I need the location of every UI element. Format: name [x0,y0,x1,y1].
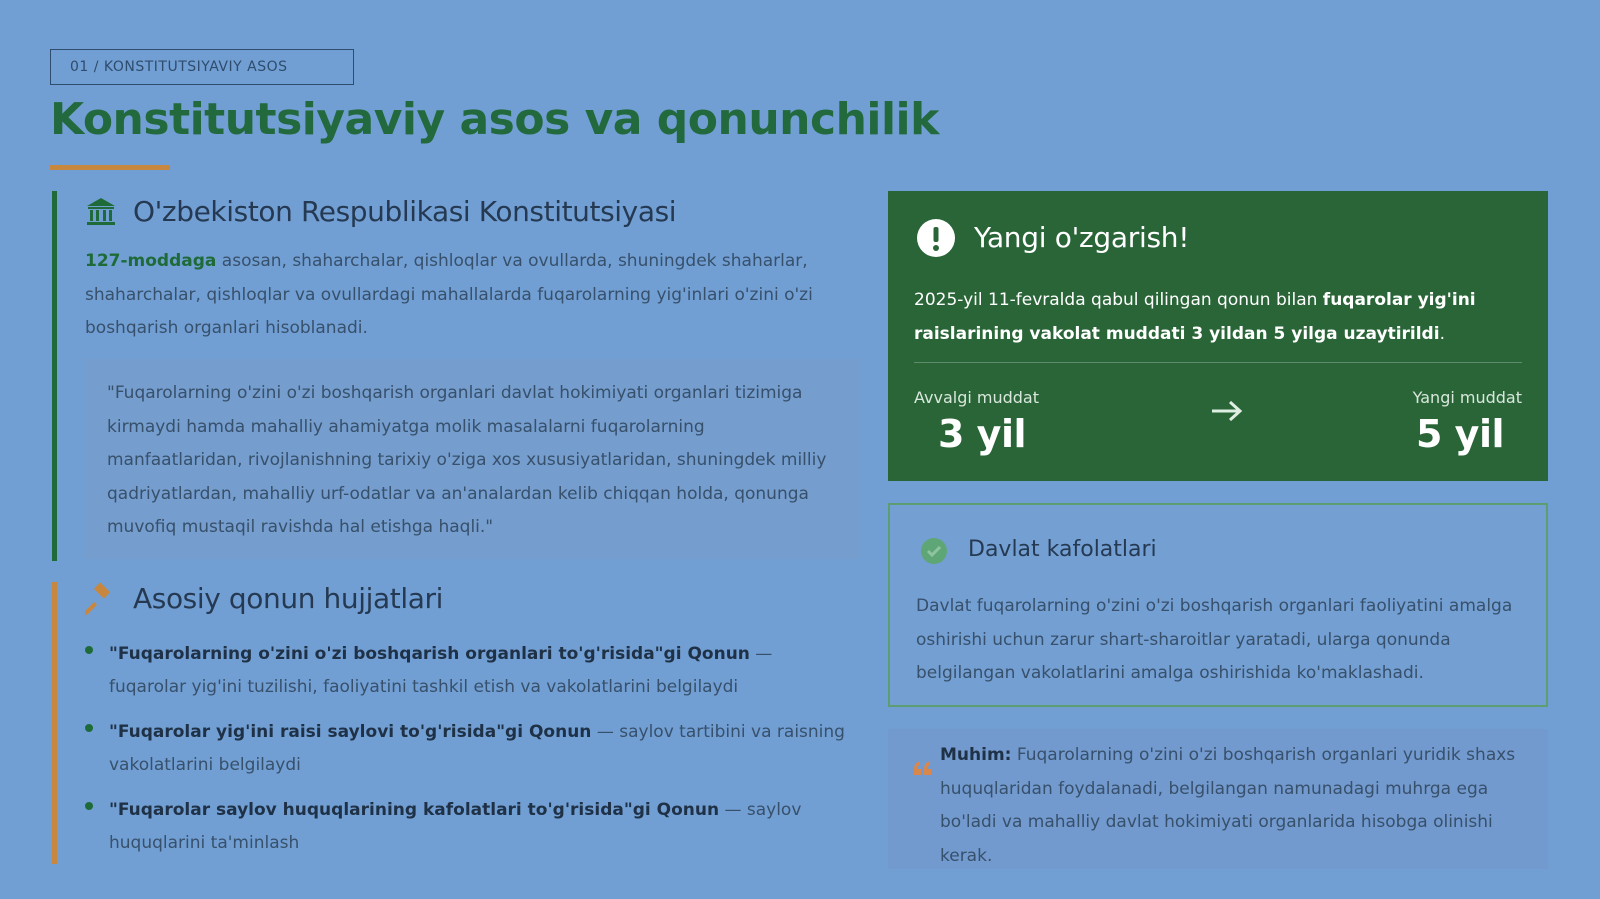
change-text-bold: fuqarolar yig'ini raislarining vakolat muddati 3 yildan 5 yilga uzaytirildi [914,290,1476,344]
new-term-label: Yangi muddat [1412,388,1522,407]
laws-heading: Asosiy qonun hujjatlari [133,582,443,615]
gavel-icon [85,583,117,615]
law-name: "Fuqarolar saylov huquqlarining kafolatlari to'g'risida"gi Qonun [109,800,720,820]
guarantees-card [888,503,1548,707]
laws-section [52,582,857,864]
law-desc: — fuqarolar yig'ini tuzilishi, faoliyatini tashkil etish va vakolatlarini belgilaydi [109,644,773,697]
important-note [888,729,1548,869]
exclamation-icon [916,218,956,258]
bank-icon [85,196,117,228]
constitution-intro-text: asosan, shaharchalar, qishloqlar va ovullarda, shuningdek shaharlar, shaharchalar, qishloqlar va ovullardagi mahallalarda fuqarolarning yig'inlari o'zini o'zi boshqarish organlari hisoblanadi. [85,251,813,338]
list-item [85,794,845,860]
article-reference: 127-moddaga [85,251,217,271]
change-text-end: . [1439,324,1445,344]
shield-check-icon [918,535,950,567]
bullet-icon [85,802,93,810]
bullet-icon [85,646,93,654]
law-desc: — saylov tartibini va raisning vakolatlarini belgilaydi [109,722,845,775]
constitution-header [85,195,676,228]
constitution-section [52,191,857,561]
law-desc: — saylov huquqlarini ta'minlash [109,800,802,853]
page-title: Konstitutsiyaviy asos va qonunchilik [50,94,939,145]
guarantees-text: Davlat fuqarolarning o'zini o'zi boshqarish organlari faoliyatini amalga oshirishi uchun zarur shart-sharoitlar yaratadi, ularga qonunda belgilangan vakolatlarini amalga oshirishida ko'maklashadi. [916,596,1513,683]
arrow-right-icon [1210,399,1244,423]
change-heading: Yangi o'zgarish! [974,221,1190,254]
laws-header [85,582,443,615]
law-name: "Fuqarolar yig'ini raisi saylovi to'g'risida"gi Qonun [109,722,592,742]
section-eyebrow: 01 / KONSTITUTSIYAVIY ASOS [50,49,354,85]
quote-icon [912,759,934,777]
note-text [940,739,1525,873]
bullet-icon [85,724,93,732]
constitution-intro [85,245,825,346]
note-label: Muhim: [940,745,1012,765]
new-term-value: 5 yil [1416,412,1504,456]
constitution-heading: O'zbekiston Respublikasi Konstitutsiyasi [133,195,677,228]
note-body: Fuqarolarning o'zini o'zi boshqarish organlari yuridik shaxs huquqlaridan foydalanadi, belgilangan namunadagi muhrga ega bo'ladi va mahalliy davlat hokimiyati organlarida hisobga olinishi kerak. [940,745,1516,866]
laws-list [85,638,845,872]
list-item [85,716,845,782]
law-name: "Fuqarolarning o'zini o'zi boshqarish organlari to'g'risida"gi Qonun [109,644,750,664]
old-term-value: 3 yil [938,412,1026,456]
change-description [914,283,1514,351]
old-term-label: Avvalgi muddat [914,388,1039,407]
change-card [888,191,1548,481]
guarantees-heading: Davlat kafolatlari [968,537,1157,562]
list-item [85,638,845,704]
divider [914,362,1522,363]
title-underline [50,165,170,170]
constitution-quote: "Fuqarolarning o'zini o'zi boshqarish organlari davlat hokimiyati organlari tizimiga kirmaydi hamda mahalliy ahamiyatga molik masalalarni fuqarolarning manfaatlaridan, rivojlanishning tarixiy o'ziga xos xususiyatlaridan, shuningdek milliy qadriyatlardan, mahalliy urf-odatlar va an'analardan kelib chiqqan holda, qonunga muvofiq mustaqil ravishda hal etishga haqli." [85,359,860,559]
change-text-start: 2025-yil 11-fevralda qabul qilingan qonun bilan [914,290,1323,310]
